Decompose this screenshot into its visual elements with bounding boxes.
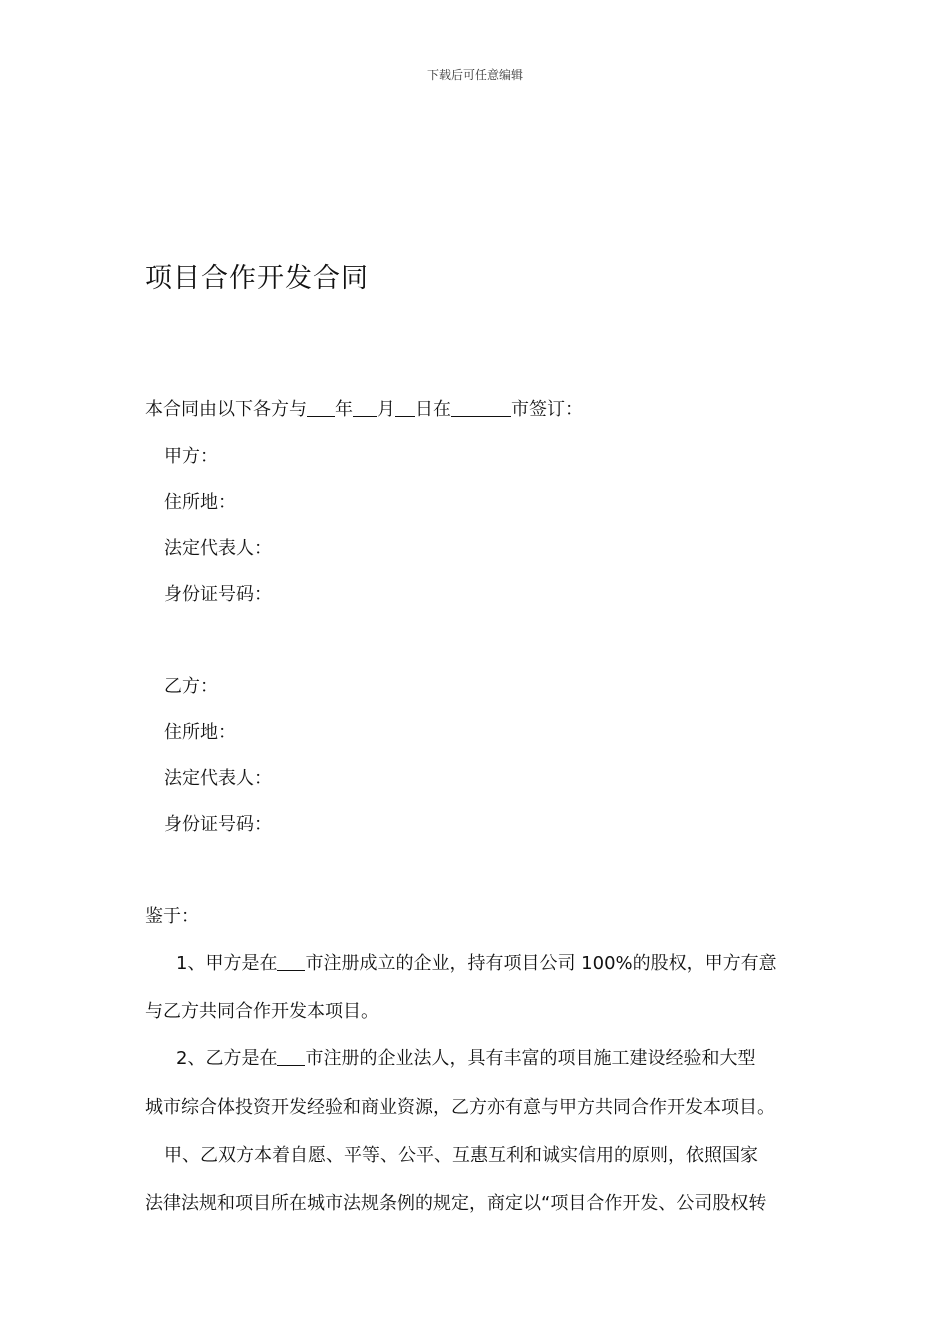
whereas-item-2-prefix: 2、乙方是在 [176,1048,278,1069]
header-note: 下载后可任意编辑 [426,68,523,82]
party-a-address: 住所地： [164,492,236,513]
party-b-label: 乙方： [164,676,218,697]
whereas-item-2-text: 市注册的企业法人，具有丰富的项目施工建设经验和大型 [305,1048,756,1069]
party-a-legal-rep: 法定代表人： [164,538,272,559]
day-blank [395,398,415,417]
party-b-legal-rep: 法定代表人： [164,768,272,789]
whereas-item-2-line-2: 城市综合体投资开发经验和商业资源，乙方亦有意与甲方共同合作开发本项目。 [145,1097,775,1118]
city-blank-2 [277,1047,305,1066]
whereas-label: 鉴于： [145,906,199,927]
city-blank-1 [277,952,305,971]
year-label: 年 [335,399,353,420]
whereas-item-1-line-2: 与乙方共同合作开发本项目。 [145,1001,379,1022]
whereas-item-1-line-1 [176,952,804,976]
document-title: 项目合作开发合同 [145,263,369,294]
signed-city-label: 市签订： [511,399,583,420]
day-at-label: 日在 [415,399,451,420]
whereas-item-1-prefix: 1、甲方是在 [176,953,278,974]
principle-paragraph-line-1: 甲、乙双方本着自愿、平等、公平、互惠互利和诚实信用的原则，依照国家 [164,1145,758,1166]
month-label: 月 [377,399,395,420]
party-a-label: 甲方： [164,446,218,467]
party-b-address: 住所地： [164,722,236,743]
city-blank [451,398,511,417]
month-blank [353,398,377,417]
year-blank [307,398,335,417]
principle-paragraph-line-2: 法律法规和项目所在城市法规条例的规定，商定以“项目合作开发、公司股权转 [145,1193,767,1214]
intro-text: 本合同由以下各方与 [145,399,307,420]
party-b-id-number: 身份证号码： [164,814,272,835]
party-a-id-number: 身份证号码： [164,584,272,605]
intro-line [145,398,805,422]
whereas-item-2-line-1 [176,1047,804,1071]
whereas-item-1-text: 市注册成立的企业，持有项目公司 100%的股权，甲方有意 [305,953,777,974]
